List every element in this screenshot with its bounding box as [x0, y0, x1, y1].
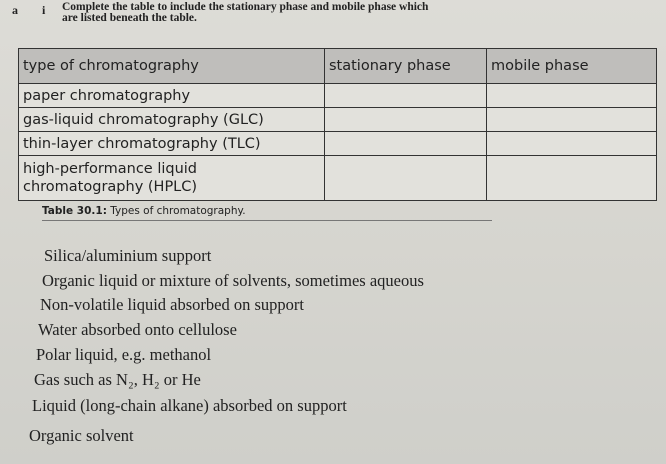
question-part-number: i	[42, 3, 46, 17]
caption-text: Types of chromatography.	[106, 205, 246, 217]
stationary-phase-cell[interactable]	[325, 108, 487, 132]
option-item: Organic liquid or mixture of solvents, sometimes aqueous	[42, 271, 424, 290]
mobile-phase-cell[interactable]	[487, 84, 657, 108]
option-item: Non-volatile liquid absorbed on support	[40, 295, 304, 314]
caption-label: Table 30.1:	[42, 205, 107, 217]
question-instruction: Complete the table to include the stationary phase and mobile phase which are listed beneath the table.	[62, 1, 429, 24]
type-cell: high-performance liquid chromatography (HPLC)	[19, 156, 325, 201]
header-mobile-phase: mobile phase	[487, 49, 657, 84]
header-stationary-phase: stationary phase	[325, 49, 487, 84]
table-row	[19, 108, 657, 132]
table-caption	[42, 205, 492, 221]
table-row	[19, 84, 657, 108]
chromatography-table	[18, 48, 657, 201]
option-item: Silica/aluminium support	[44, 246, 212, 265]
type-cell: gas-liquid chromatography (GLC)	[19, 108, 325, 132]
mobile-phase-cell[interactable]	[487, 132, 657, 156]
stationary-phase-cell[interactable]	[325, 132, 487, 156]
option-item: Gas such as N₂, H₂ or He	[34, 370, 201, 389]
mobile-phase-cell[interactable]	[487, 156, 657, 201]
table-row	[19, 156, 657, 201]
stationary-phase-cell[interactable]	[325, 156, 487, 201]
option-item: Liquid (long-chain alkane) absorbed on support	[32, 396, 347, 415]
header-type: type of chromatography	[19, 49, 325, 84]
stationary-phase-cell[interactable]	[325, 84, 487, 108]
question-letter: a	[12, 3, 18, 17]
option-item: Polar liquid, e.g. methanol	[36, 345, 212, 364]
mobile-phase-cell[interactable]	[487, 108, 657, 132]
option-item: Organic solvent	[29, 426, 134, 445]
option-item: Water absorbed onto cellulose	[38, 320, 237, 339]
type-cell: thin-layer chromatography (TLC)	[19, 132, 325, 156]
type-cell: paper chromatography	[19, 84, 325, 108]
table-header-row	[19, 49, 657, 84]
table-row	[19, 132, 657, 156]
